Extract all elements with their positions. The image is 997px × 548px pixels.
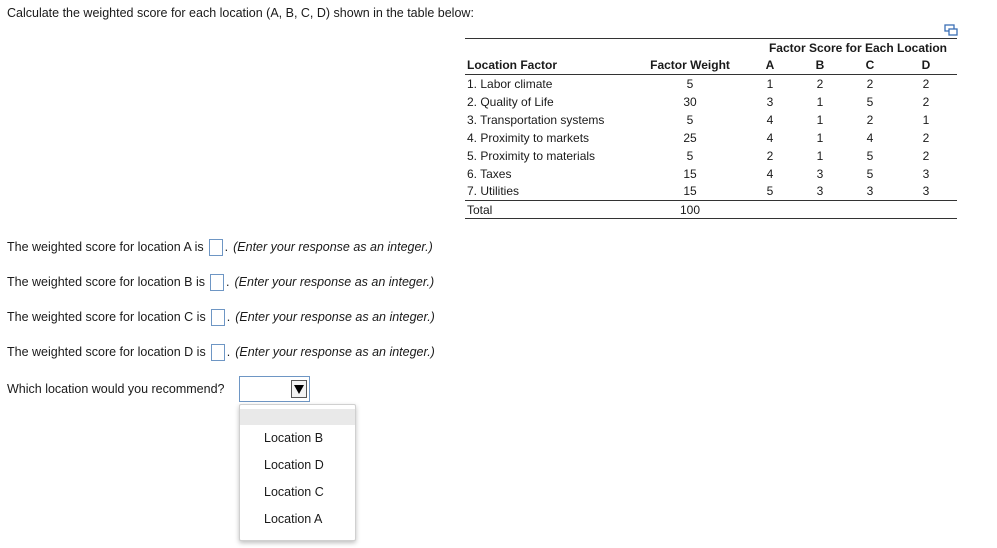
factor-weight: 5 — [686, 148, 694, 163]
factor-weight: 25 — [683, 130, 697, 145]
table-row — [465, 111, 957, 129]
location-dropdown-menu — [239, 404, 356, 541]
score-b: 1 — [816, 148, 824, 163]
score-b: 1 — [816, 94, 824, 109]
answer-input-b[interactable] — [210, 274, 224, 291]
factor-name: 1. Labor climate — [467, 76, 553, 91]
score-a: 4 — [766, 130, 774, 145]
factor-name: 3. Transportation systems — [467, 112, 605, 127]
option-location-a[interactable]: Location A — [264, 512, 323, 526]
dropdown-blank-option[interactable] — [240, 409, 355, 425]
response-hint: (Enter your response as an integer.) — [235, 310, 435, 324]
option-location-b[interactable]: Location B — [264, 431, 324, 445]
answer-input-a[interactable] — [209, 239, 223, 256]
option-location-d[interactable]: Location D — [264, 458, 324, 472]
option-location-c[interactable]: Location C — [264, 485, 324, 499]
score-b: 1 — [816, 130, 824, 145]
header-a: A — [745, 57, 795, 75]
score-b: 2 — [816, 76, 824, 91]
score-b: 3 — [816, 166, 824, 181]
response-prompt: The weighted score for location D is — [7, 345, 206, 359]
response-line-a — [7, 237, 433, 257]
answer-input-d[interactable] — [211, 344, 225, 361]
response-line-d — [7, 342, 435, 362]
factor-table — [465, 38, 957, 219]
factor-name: 2. Quality of Life — [467, 94, 554, 109]
table-row — [465, 165, 957, 183]
triangle-down-icon[interactable] — [291, 380, 307, 398]
response-prompt: The weighted score for location C is — [7, 310, 206, 324]
total-row — [465, 201, 957, 219]
table-row — [465, 147, 957, 165]
header-location-factor: Location Factor — [465, 57, 635, 75]
score-a: 2 — [766, 148, 774, 163]
score-d: 2 — [922, 130, 930, 145]
score-a: 3 — [766, 94, 774, 109]
factor-weight: 5 — [686, 76, 694, 91]
factor-weight: 15 — [683, 166, 697, 181]
response-line-c — [7, 307, 435, 327]
answer-input-c[interactable] — [211, 309, 225, 326]
factor-weight: 30 — [683, 94, 697, 109]
score-c: 2 — [866, 112, 874, 127]
recommend-prompt: Which location would you recommend? — [7, 382, 225, 396]
factor-name: 6. Taxes — [467, 166, 512, 181]
total-label: Total — [465, 201, 635, 219]
period: . — [226, 275, 230, 289]
period: . — [226, 345, 231, 359]
score-d: 3 — [922, 166, 930, 181]
response-prompt: The weighted score for location B is — [7, 275, 206, 289]
score-a: 4 — [766, 166, 774, 181]
table-row — [465, 129, 957, 147]
table-row — [465, 93, 957, 111]
period: . — [226, 310, 231, 324]
score-c: 2 — [866, 76, 874, 91]
factor-weight: 5 — [686, 112, 694, 127]
copy-icon[interactable] — [944, 24, 958, 36]
header-c: C — [845, 57, 895, 75]
header-b: B — [795, 57, 845, 75]
score-c: 5 — [866, 166, 874, 181]
total-weight: 100 — [635, 201, 745, 219]
score-d: 1 — [922, 112, 930, 127]
score-a: 1 — [766, 76, 774, 91]
factor-name: 4. Proximity to markets — [467, 130, 590, 145]
response-hint: (Enter your response as an integer.) — [235, 345, 435, 359]
score-d: 2 — [922, 148, 930, 163]
location-select[interactable] — [239, 376, 310, 402]
score-c: 4 — [866, 130, 874, 145]
score-c: 5 — [866, 148, 874, 163]
response-line-b — [7, 272, 434, 292]
score-b: 1 — [816, 112, 824, 127]
header-factor-weight: Factor Weight — [635, 57, 745, 75]
response-prompt: The weighted score for location A is — [7, 240, 204, 254]
score-a: 4 — [766, 112, 774, 127]
group-header: Factor Score for Each Location — [768, 40, 947, 55]
score-c: 3 — [866, 184, 874, 199]
table-row — [465, 183, 957, 201]
factor-name: 5. Proximity to materials — [467, 148, 596, 163]
response-hint: (Enter your response as an integer.) — [234, 275, 435, 289]
score-d: 2 — [922, 76, 930, 91]
score-c: 5 — [866, 94, 874, 109]
question-text: Calculate the weighted score for each location (A, B, C, D) shown in the table below: — [7, 6, 474, 20]
score-b: 3 — [816, 184, 824, 199]
score-a: 5 — [766, 184, 774, 199]
period: . — [224, 240, 229, 254]
score-d: 2 — [922, 94, 930, 109]
header-d: D — [895, 57, 957, 75]
factor-name: 7. Utilities — [467, 184, 520, 199]
score-d: 3 — [922, 184, 930, 199]
table-row — [465, 75, 957, 93]
factor-weight: 15 — [683, 184, 697, 199]
response-hint: (Enter your response as an integer.) — [233, 240, 433, 254]
